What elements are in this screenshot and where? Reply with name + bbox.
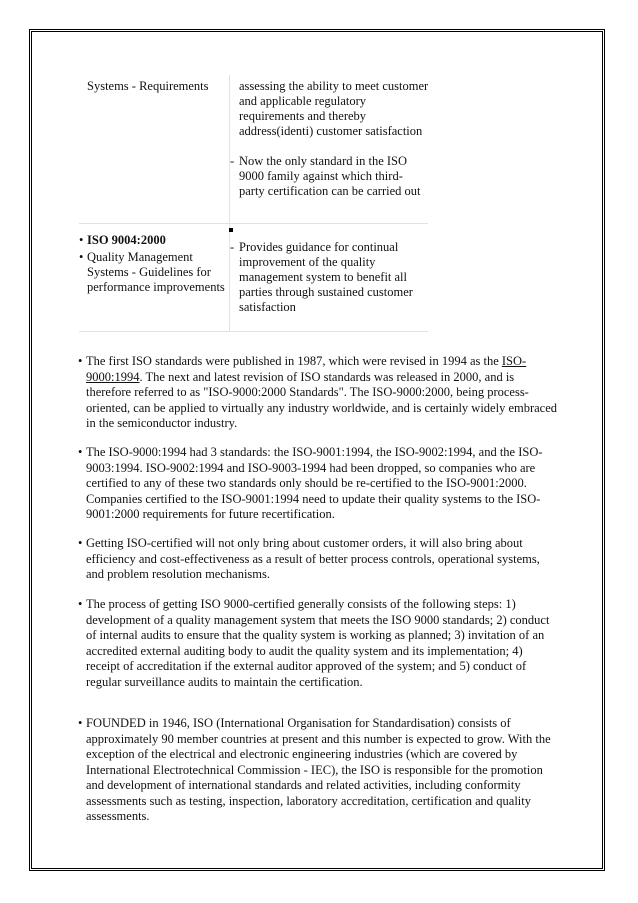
bullet-icon: • [78, 445, 83, 459]
row2-left-item: Quality Management Systems - Guidelines for performance improvements [87, 250, 225, 294]
list-item [79, 233, 227, 248]
row2-right-dash-item [230, 240, 427, 315]
paragraph-3 [78, 536, 558, 583]
row1-right-dash-item [230, 154, 427, 199]
square-bullet-icon [229, 228, 233, 232]
dash-marker: - [230, 154, 235, 168]
bullet-icon: • [78, 716, 83, 730]
row1-right-intro: assessing the ability to meet customer and applicable regulatory requirements and thereby address(identi) customer satisfaction [239, 79, 429, 138]
paragraph-5 [78, 716, 558, 825]
p4-text: The process of getting ISO 9000-certified generally consists of the following steps: 1) development of a quality management system that meets the ISO 9000 standards; 2) conduct of internal audits to ensure that the quality system is working as planned; 3) invitation of an accredited external auditing body to audit the quality system and its implementation; 4) receipt of accreditation if the external auditor approved of the system; and 5) conduct of regular surveillance audits to maintain the certification. [86, 597, 550, 689]
p2-text: The ISO-9000:1994 had 3 standards: the ISO-9001:1994, the ISO-9002:1994, and the ISO-9003:1994. ISO-9002:1994 and ISO-9003-1994 had been dropped, so companies who are certified to any of these two standards only should be re-certified to the ISO-9001:2000. Companies certified to the ISO-9001:1994 need to update their quality systems to the ISO-9001:2000 requirements for future recertification. [86, 445, 543, 521]
row2-left-title: ISO 9004:2000 [87, 233, 166, 247]
table-cell-right [230, 75, 428, 223]
table-cell-left [79, 75, 230, 223]
iso-9000-1994-link[interactable]: ISO-9000:1994 [86, 354, 527, 384]
paragraph-2 [78, 445, 558, 523]
bullet-icon: • [78, 536, 83, 550]
p5-text: FOUNDED in 1946, ISO (International Organisation for Standardisation) consists of approximately 90 member countries at present and this number is expected to grow. With the exception of the electrical and electronic engineering industries (which are covered by International Electrotechnical Commission - IEC), the ISO is responsible for the promotion and development of international standards and related activities, including conformity assessments such as testing, inspection, laboratory accreditation, certification and quality assessments. [86, 716, 551, 823]
bullet-icon: • [79, 250, 84, 264]
dash-marker: - [230, 240, 235, 254]
p1-text-b: . The next and latest revision of ISO standards was released in 2000, and is therefore referred to as "ISO-9000:2000 Standards". The ISO-9000:2000, being process-oriented, can be applied to virtually any industry worldwide, and is certainly widely embraced in the semiconductor industry. [86, 369, 558, 430]
p1-text-a: The first ISO standards were published in 1987, which were revised in 1994 as the [86, 354, 502, 368]
bullet-icon: • [78, 354, 83, 368]
bullet-icon: • [78, 597, 83, 611]
list-item [79, 250, 227, 295]
p3-text: Getting ISO-certified will not only bring about customer orders, it will also bring about efficiency and cost-effectiveness as a result of better process controls, operational systems, and problem resolution mechanisms. [86, 536, 540, 581]
bullet-icon: • [79, 233, 84, 247]
iso-standards-table [79, 75, 428, 332]
table-row [79, 75, 428, 224]
row2-left-bullets [79, 233, 227, 295]
row2-right-item: Provides guidance for continual improvement of the quality management system to benefit all parties through sustained customer satisfaction [239, 240, 413, 314]
table-cell-right [230, 224, 428, 331]
paragraph-4 [78, 597, 558, 690]
row1-right-item: Now the only standard in the ISO 9000 family against which third-party certification can be carried out [239, 154, 421, 198]
paragraph-1 [78, 354, 558, 432]
row1-left-text: Systems - Requirements [87, 79, 209, 93]
